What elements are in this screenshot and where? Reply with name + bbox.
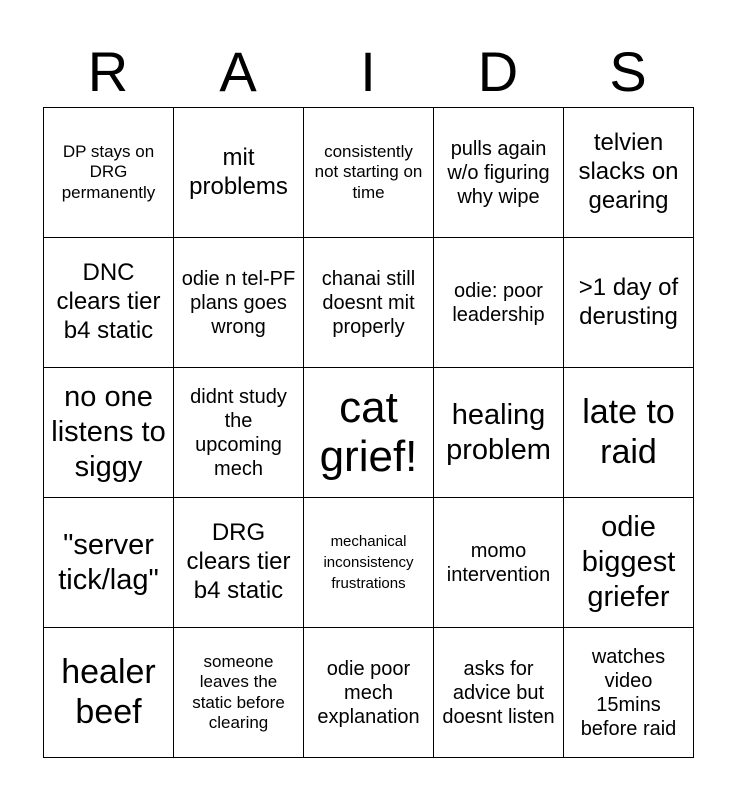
bingo-cell-text: odie poor mech explanation [317, 657, 420, 728]
bingo-cell-text: healer beef [61, 653, 156, 731]
bingo-cell[interactable] [304, 238, 434, 368]
bingo-cell[interactable] [174, 628, 304, 758]
bingo-cell-text: late to raid [582, 393, 675, 471]
bingo-cell[interactable] [174, 368, 304, 498]
bingo-cell-text: mechanical inconsistency frustrations [323, 533, 414, 592]
bingo-cell[interactable] [304, 498, 434, 628]
header-letter-i: I [360, 40, 376, 103]
bingo-cell-text: DP stays on DRG permanently [61, 141, 156, 202]
bingo-cell-text: didnt study the upcoming mech [190, 385, 287, 480]
bingo-cell[interactable] [434, 108, 564, 238]
bingo-cell[interactable] [44, 108, 174, 238]
bingo-cell-text: odie biggest griefer [581, 511, 676, 613]
bingo-cell-text: chanai still doesnt mit properly [321, 267, 416, 338]
bingo-cell[interactable] [564, 368, 694, 498]
bingo-cell-text: odie: poor leadership [452, 279, 545, 326]
bingo-cell[interactable] [304, 368, 434, 498]
bingo-cell-text: "server tick/lag" [58, 528, 159, 596]
bingo-cell[interactable] [174, 108, 304, 238]
header-letter-d: D [477, 40, 519, 103]
bingo-cell-text: telvien slacks on gearing [578, 129, 679, 214]
bingo-cell[interactable] [434, 628, 564, 758]
bingo-cell[interactable] [564, 238, 694, 368]
bingo-cell-text: odie n tel-PF plans goes wrong [181, 267, 296, 338]
bingo-cell-text: healing problem [446, 398, 551, 466]
bingo-cell[interactable] [564, 628, 694, 758]
bingo-cell[interactable] [304, 628, 434, 758]
bingo-cell[interactable] [434, 238, 564, 368]
bingo-cell-text: >1 day of derusting [578, 273, 679, 330]
bingo-cell[interactable] [44, 628, 174, 758]
bingo-cell-text: cat grief! [319, 383, 418, 481]
header-letter-r: R [87, 40, 129, 103]
bingo-cell-text: mit problems [189, 143, 288, 200]
bingo-cell[interactable] [174, 238, 304, 368]
bingo-cell-text: momo intervention [446, 539, 551, 586]
bingo-cell-text: no one listens to siggy [51, 381, 166, 483]
bingo-cell-text: watches video 15mins before raid [580, 645, 677, 740]
bingo-cell[interactable] [304, 108, 434, 238]
bingo-cell[interactable] [44, 238, 174, 368]
bingo-cell[interactable] [44, 498, 174, 628]
bingo-cell-text: consistently not starting on time [314, 141, 423, 202]
bingo-cell-text: someone leaves the static before clearing [192, 651, 285, 732]
bingo-cell[interactable] [174, 498, 304, 628]
bingo-cell-text: pulls again w/o figuring why wipe [447, 137, 550, 208]
bingo-cell-text: DNC clears tier b4 static [56, 259, 161, 344]
bingo-cell-text: DRG clears tier b4 static [186, 519, 291, 604]
bingo-grid [43, 107, 694, 758]
bingo-cell-text: asks for advice but doesnt listen [442, 657, 555, 728]
header-letter-a: A [219, 40, 257, 103]
bingo-cell[interactable] [434, 498, 564, 628]
bingo-cell[interactable] [44, 368, 174, 498]
bingo-cell[interactable] [564, 108, 694, 238]
bingo-cell[interactable] [434, 368, 564, 498]
bingo-header [43, 38, 693, 106]
bingo-cell[interactable] [564, 498, 694, 628]
header-letter-s: S [609, 40, 647, 103]
